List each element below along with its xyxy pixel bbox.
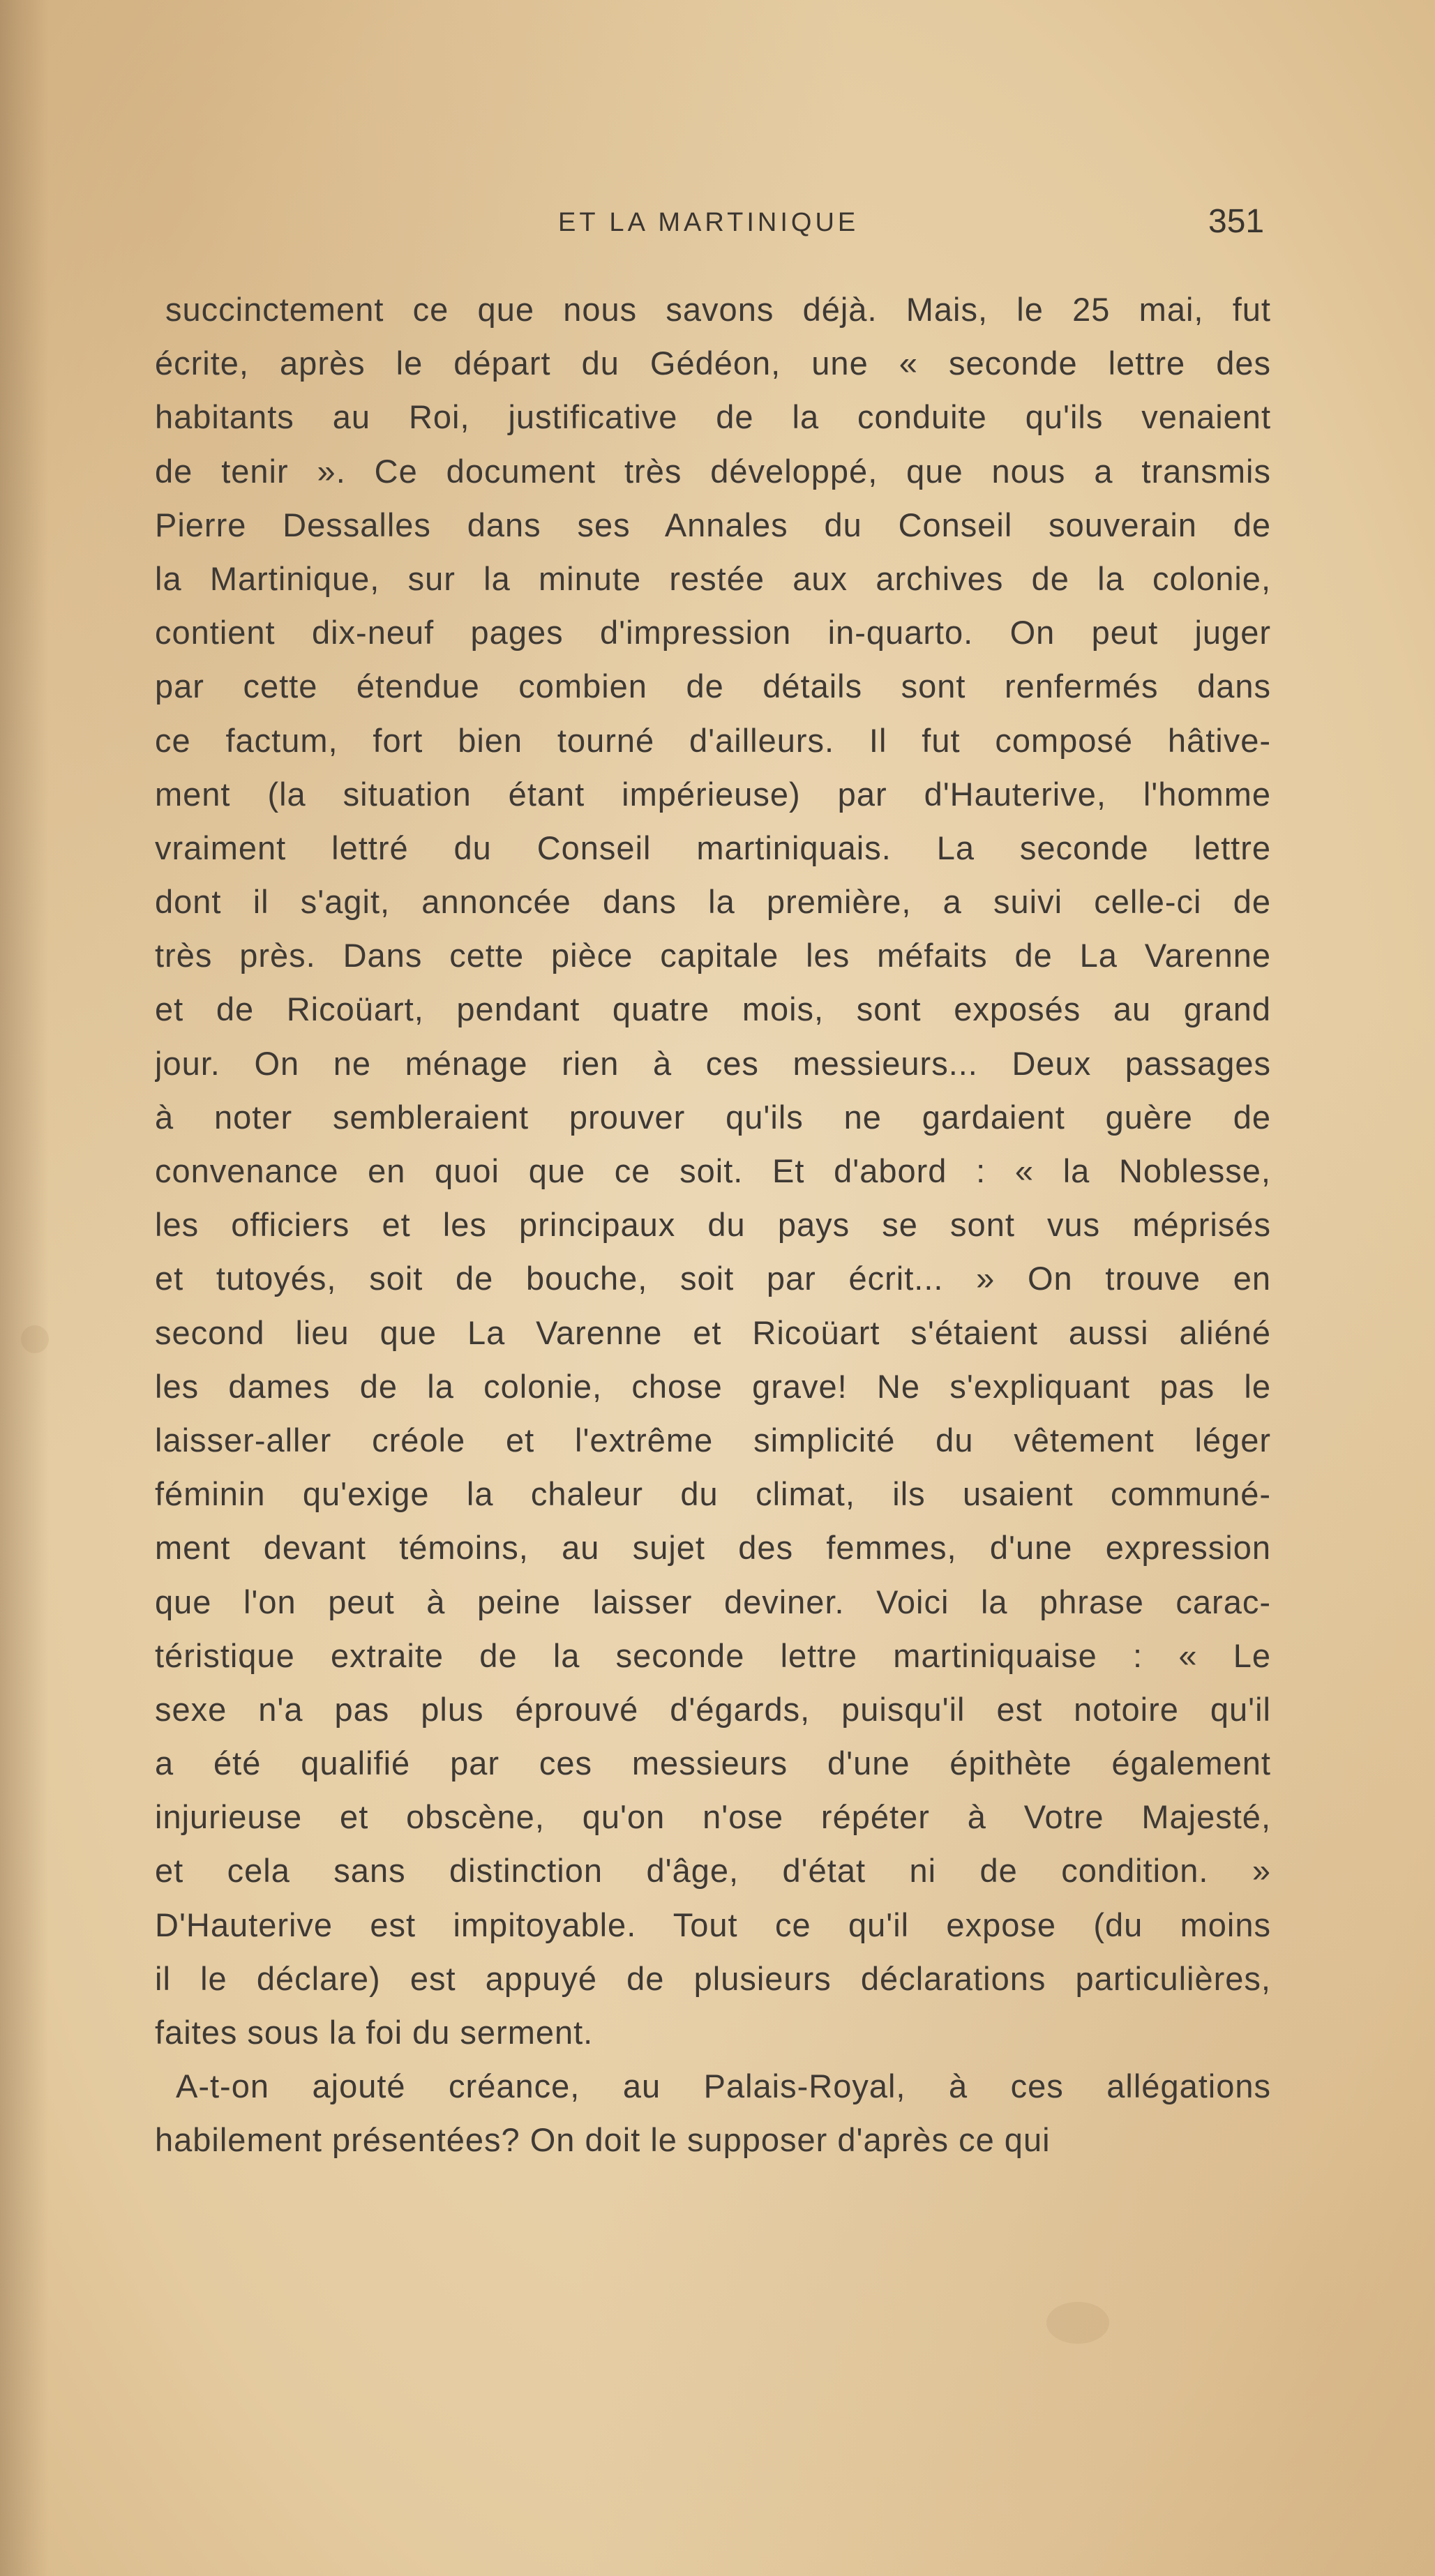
- text-line: sexe n'a pas plus éprouvé d'égards, puisqu'il est notoire qu'il: [155, 1690, 1271, 1728]
- page-edge-shadow: [0, 0, 49, 2576]
- text-line: injurieuse et obscène, qu'on n'ose répéter à Votre Majesté,: [155, 1798, 1271, 1836]
- running-title: ET LA MARTINIQUE: [558, 208, 859, 237]
- text-line: et de Ricoüart, pendant quatre mois, sont exposés au grand: [155, 991, 1271, 1028]
- text-line: contient dix-neuf pages d'impression in-quarto. On peut juger: [155, 614, 1271, 651]
- text-line: convenance en quoi que ce soit. Et d'abord : « la Noblesse,: [155, 1152, 1271, 1189]
- text-line: a été qualifié par ces messieurs d'une épithète également: [155, 1745, 1271, 1782]
- text-line: que l'on peut à peine laisser deviner. Voici la phrase carac-: [155, 1583, 1271, 1620]
- text-line: les officiers et les principaux du pays se sont vus méprisés: [155, 1206, 1271, 1244]
- text-line: vraiment lettré du Conseil martiniquais. La seconde lettre: [155, 829, 1271, 866]
- text-line: habilement présentées? On doit le supposer d'après ce qui: [155, 2121, 1051, 2159]
- text-line: Pierre Dessalles dans ses Annales du Conseil souverain de: [155, 506, 1271, 543]
- text-line: écrite, après le départ du Gédéon, une « seconde lettre des: [155, 345, 1271, 382]
- text-line: ment devant témoins, au sujet des femmes, d'une expression: [155, 1529, 1271, 1567]
- text-line: très près. Dans cette pièce capitale les méfaits de La Varenne: [155, 937, 1271, 974]
- text-line: succinctement ce que nous savons déjà. Mais, le 25 mai, fut: [165, 291, 1271, 328]
- text-line: jour. On ne ménage rien à ces messieurs... Deux passages: [155, 1044, 1271, 1082]
- text-line: les dames de la colonie, chose grave! Ne s'expliquant pas le: [155, 1367, 1271, 1405]
- body-text: [155, 283, 1271, 2167]
- text-line: de tenir ». Ce document très développé, que nous a transmis: [155, 452, 1271, 490]
- text-line: laisser-aller créole et l'extrême simplicité du vêtement léger: [155, 1421, 1271, 1459]
- text-line: habitants au Roi, justificative de la conduite qu'ils venaient: [155, 398, 1271, 436]
- text-line: A-t-on ajouté créance, au Palais-Royal, à ces allégations: [176, 2067, 1271, 2105]
- paper-stain: [21, 1325, 49, 1353]
- text-line: et tutoyés, soit de bouche, soit par écrit... » On trouve en: [155, 1260, 1271, 1297]
- text-line: second lieu que La Varenne et Ricoüart s'étaient aussi aliéné: [155, 1313, 1271, 1351]
- text-line: D'Hauterive est impitoyable. Tout ce qu'il expose (du moins: [155, 1906, 1271, 1943]
- text-line: téristique extraite de la seconde lettre martiniquaise : « Le: [155, 1636, 1271, 1674]
- text-line: la Martinique, sur la minute restée aux archives de la colonie,: [155, 559, 1271, 597]
- text-line: à noter sembleraient prouver qu'ils ne gardaient guère de: [155, 1098, 1271, 1136]
- text-line: ment (la situation étant impérieuse) par d'Hauterive, l'homme: [155, 775, 1271, 813]
- page-number: 351: [1208, 203, 1265, 240]
- text-line: faites sous la foi du serment.: [155, 2014, 594, 2051]
- text-line: féminin qu'exige la chaleur du climat, ils usaient communé-: [155, 1475, 1271, 1513]
- text-line: il le déclare) est appuyé de plusieurs déclarations particulières,: [155, 1959, 1271, 1997]
- text-line: ce factum, fort bien tourné d'ailleurs. Il fut composé hâtive-: [155, 721, 1271, 759]
- paper-stain: [1046, 2302, 1109, 2344]
- text-line: et cela sans distinction d'âge, d'état ni de condition. »: [155, 1852, 1271, 1890]
- text-line: dont il s'agit, annoncée dans la première, a suivi celle-ci de: [155, 883, 1271, 921]
- text-line: par cette étendue combien de détails sont renfermés dans: [155, 668, 1271, 705]
